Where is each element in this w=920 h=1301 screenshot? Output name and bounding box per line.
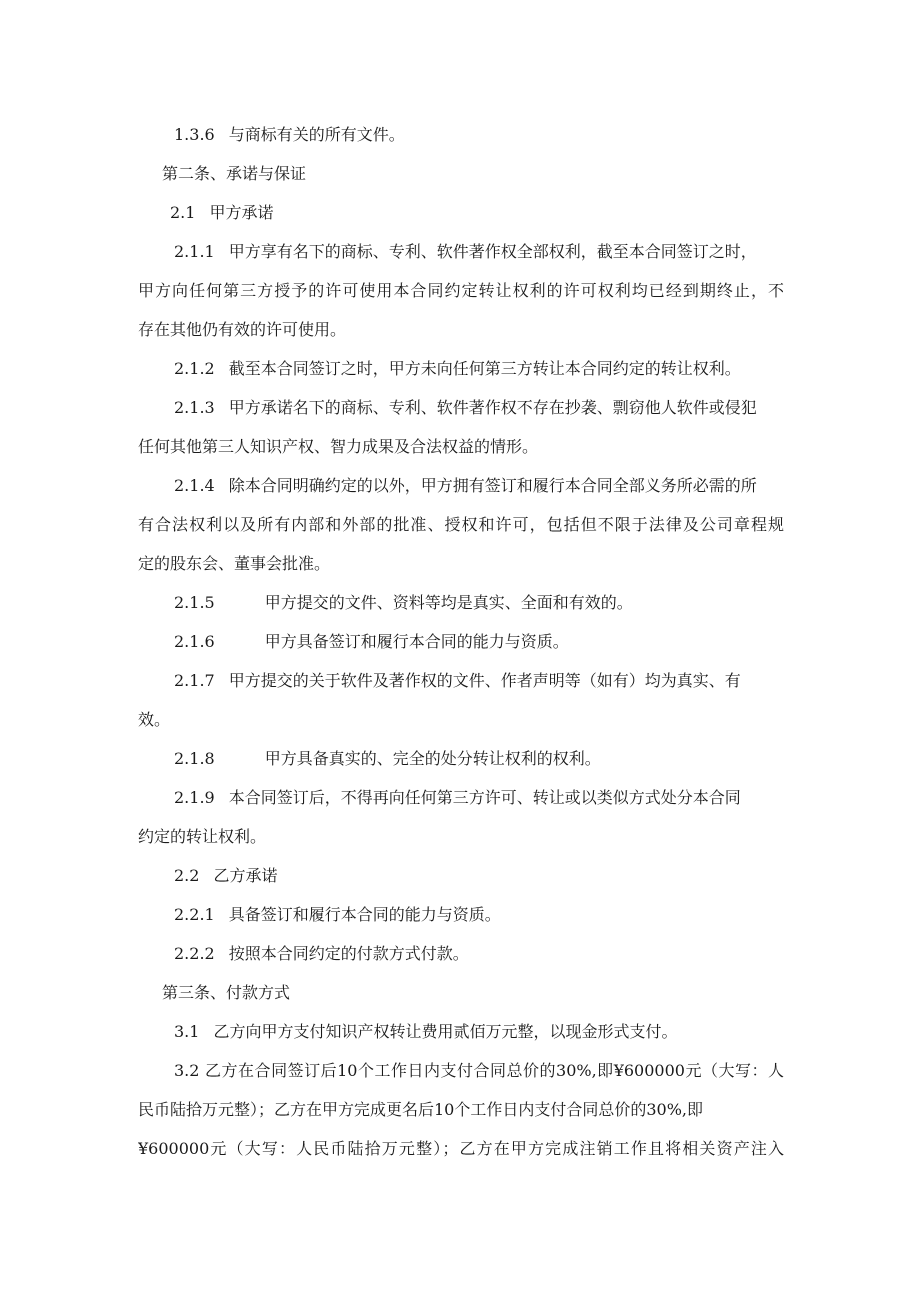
clause-number: 2.1.5 [174, 593, 215, 612]
section-title: 甲方承诺 [209, 203, 274, 222]
clause-number: 2.1.9 [174, 788, 215, 807]
clause-text: 乙方向甲方支付知识产权转让费用贰佰万元整，以现金形式支付。 [213, 1022, 678, 1041]
clause-text: 甲方享有名下的商标、专利、软件著作权全部权利，截至本合同签订之时， [228, 242, 757, 261]
clause-2-1-4-line-1 [174, 476, 784, 496]
section-2-2-heading [174, 866, 784, 886]
clause-number: 2.1.2 [174, 359, 215, 378]
clause-number: 2.1.1 [174, 242, 215, 261]
clause-number: 1.3.6 [174, 125, 215, 144]
clause-2-1-1-line-2: 甲方向任何第三方授予的许可使用本合同约定转让权利的许可权利均已经到期终止，不 [138, 281, 784, 300]
clause-2-1-8 [174, 749, 784, 769]
clause-2-1-2 [174, 359, 784, 379]
clause-2-1-4-line-3: 定的股东会、董事会批准。 [138, 554, 331, 573]
clause-text: 具备签订和履行本合同的能力与资质。 [228, 905, 501, 924]
clause-2-1-9-line-1 [174, 788, 784, 808]
section-number: 2.2 [174, 866, 200, 885]
clause-text: 截至本合同签订之时，甲方未向任何第三方转让本合同约定的转让权利。 [228, 359, 741, 378]
clause-number: 2.1.4 [174, 476, 215, 495]
clause-text: 甲方具备签订和履行本合同的能力与资质。 [264, 632, 569, 651]
clause-2-1-6 [174, 632, 784, 652]
clause-2-1-4-line-2: 有合法权利以及所有内部和外部的批准、授权和许可，包括但不限于法律及公司章程规 [138, 515, 784, 534]
clause-text: 与商标有关的所有文件。 [228, 125, 405, 144]
clause-2-1-7-line-1 [174, 671, 784, 691]
clause-number: 3.1 [174, 1022, 200, 1041]
clause-text: 按照本合同约定的付款方式付款。 [228, 944, 469, 963]
clause-text: 甲方提交的文件、资料等均是真实、全面和有效的。 [264, 593, 633, 612]
clause-text: 甲方提交的关于软件及著作权的文件、作者声明等（如有）均为真实、有 [228, 671, 741, 690]
clause-2-1-5 [174, 593, 784, 613]
section-2-1-heading [170, 203, 784, 223]
clause-number: 2.2.1 [174, 905, 215, 924]
clause-number: 2.1.7 [174, 671, 215, 690]
clause-2-1-3-line-1 [174, 398, 784, 418]
clause-2-2-2 [174, 944, 784, 964]
clause-2-1-1-line-3: 存在其他仍有效的许可使用。 [138, 320, 347, 339]
clause-text: 甲方具备真实的、完全的处分转让权利的权利。 [264, 749, 601, 768]
clause-3-1 [174, 1022, 784, 1042]
clause-text: 甲方承诺名下的商标、专利、软件著作权不存在抄袭、剽窃他人软件或侵犯 [228, 398, 757, 417]
clause-3-2-line-2: 民币陆拾万元整）；乙方在甲方完成更名后10个工作日内支付合同总价的30%,即 [138, 1100, 704, 1119]
article-3-title: 第三条、付款方式 [162, 983, 291, 1002]
section-title: 乙方承诺 [213, 866, 278, 885]
clause-text: 除本合同明确约定的以外，甲方拥有签订和履行本合同全部义务所必需的所 [228, 476, 757, 495]
clause-1-3-6 [174, 125, 784, 145]
clause-2-1-7-line-2: 效。 [138, 710, 171, 729]
clause-number: 2.1.3 [174, 398, 215, 417]
clause-number: 2.1.6 [174, 632, 215, 651]
clause-number: 2.1.8 [174, 749, 215, 768]
clause-3-2-line-1: 3.2 乙方在合同签订后10个工作日内支付合同总价的30%,即¥600000元（大写：人 [174, 1061, 784, 1080]
clause-number: 2.2.2 [174, 944, 215, 963]
clause-2-1-3-line-2: 任何其他第三人知识产权、智力成果及合法权益的情形。 [138, 437, 539, 456]
clause-text: 本合同签订后，不得再向任何第三方许可、转让或以类似方式处分本合同 [228, 788, 741, 807]
section-number: 2.1 [170, 203, 196, 222]
clause-2-1-9-line-2: 约定的转让权利。 [138, 827, 267, 846]
clause-2-2-1 [174, 905, 784, 925]
clause-2-1-1-line-1 [174, 242, 784, 262]
article-2-title: 第二条、承诺与保证 [162, 164, 307, 183]
clause-3-2-line-3: ¥600000元（大写：人民币陆拾万元整）；乙方在甲方完成注销工作且将相关资产注入 [138, 1139, 784, 1158]
